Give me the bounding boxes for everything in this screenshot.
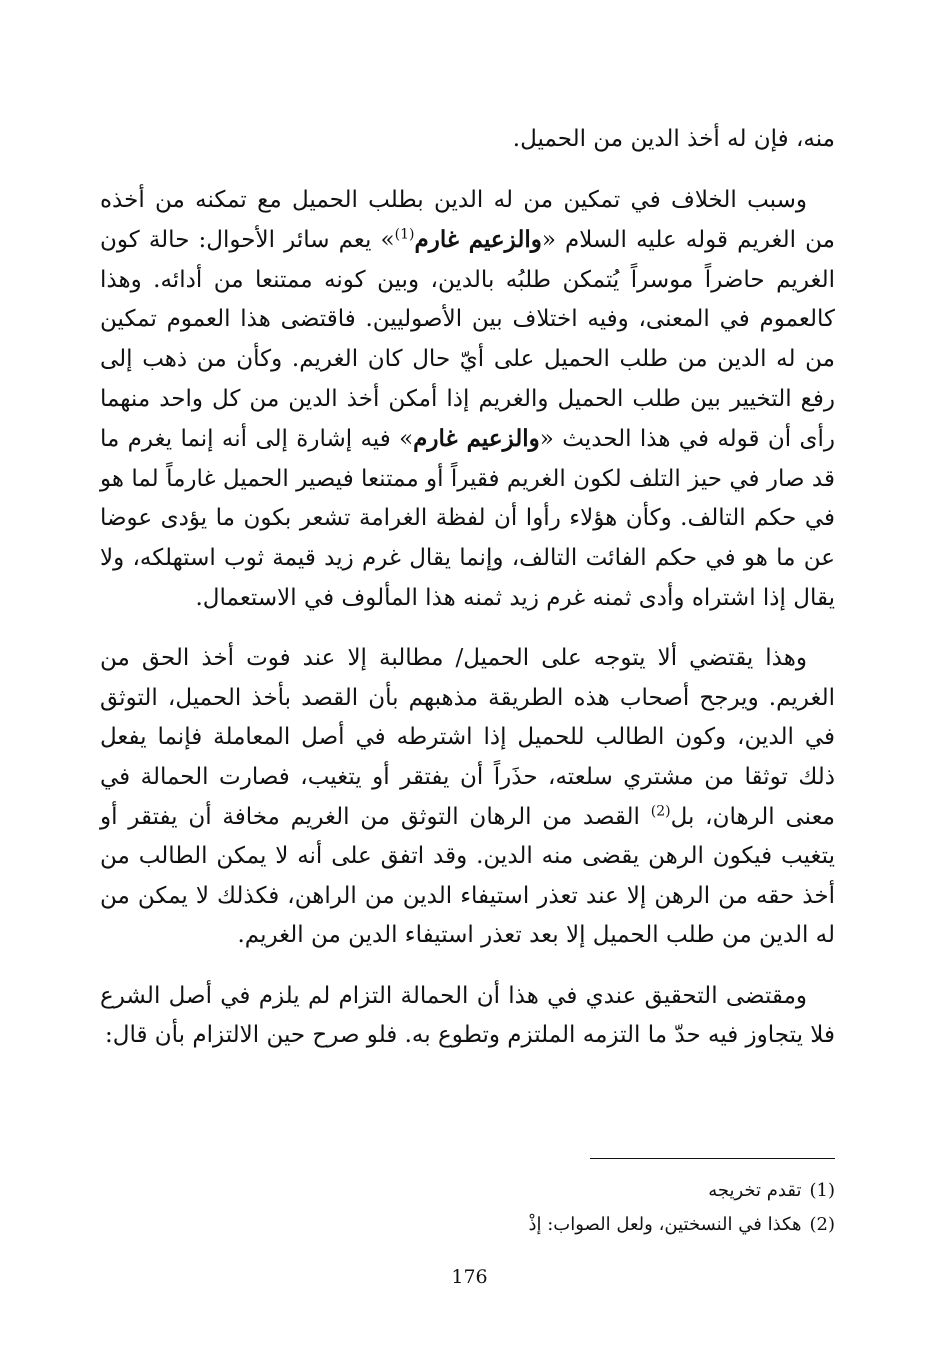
page-number: 176: [451, 1266, 488, 1288]
text-segment: وهذا يقتضي ألا يتوجه على الحميل/ مطالبة إلا عند فوت أخذ الحق من الغريم. ويرجح أصحاب هذه الطريقة مذهبهم بأن القصد بأخذ الحميل، التوثق في الدين، وكون الطالب للحميل إذا اشترطه في أصل المعاملة فإنما يفعل ذلك توثقا من مشتري سلعته، حذَراً أن يفتقر أو يتغيب، فصارت الحمالة في معنى الرهان، بل: [100, 645, 835, 830]
text-segment: » يعم سائر الأحوال: حالة كون الغريم حاضراً موسراً يُتمكن طلبُه بالدين، وبين كونه ممتنعا من أدائه. وهذا كالعموم في المعنى، وفيه اختلاف بين الأصوليين. فاقتضى هذا العموم تمكين من له الدين من طلب الحميل على أيّ حال كان الغريم. وكأن من ذهب إلى رفع التخيير بين طلب الحميل والغريم إذا أمكن أخذ الدين من كل واحد منهما رأى أن قوله في هذا الحديث «: [100, 227, 836, 453]
paragraph-2: [100, 639, 835, 956]
paragraph-1: [100, 181, 835, 619]
text-segment: » فيه إشارة إلى أنه إنما يغرم ما قد صار في حيز التلف لكون الغريم فقيراً أو ممتنعا فيصير الحميل غارماً لما هو في حكم التالف. وكأن هؤلاء رأوا أن لفظة الغرامة تشعر بكون ما يؤدى عوضا عن ما هو في حكم الفائت التالف، وإنما يقال غرم زيد قيمة ثوب استهلكه، ولا يقال إذا اشتراه وأدى ثمنه غرم زيد ثمنه هذا المألوف في الاستعمال.: [100, 426, 835, 611]
footnote-2: [300, 1208, 835, 1242]
footnote-ref-1: (1): [394, 226, 415, 243]
footnotes: [300, 1174, 835, 1242]
footnote-number: (2): [809, 1214, 835, 1235]
footnote-text: هكذا في النسختين، ولعل الصواب: إذْ: [528, 1214, 802, 1235]
text-segment: منه، فإن له أخذ الدين من الحميل.: [512, 126, 835, 152]
paragraph-3: [100, 977, 835, 1056]
text-segment: القصد من الرهان التوثق من الغريم مخافة أن يفتقر أو يتغيب فيكون الرهن يقضى منه الدين. وقد اتفق على أنه لا يمكن الطالب من أخذ حقه من الرهن إلا عند تعذر استيفاء الدين من الراهن، فكذلك لا يمكن من له الدين من طلب الحميل إلا بعد تعذر استيفاء الدين من الغريم.: [100, 803, 835, 949]
text-segment: وسبب الخلاف في تمكين من له الدين بطلب الحميل مع تمكنه من أخذه من الغريم قوله عليه السلام «: [100, 186, 835, 254]
main-text: [100, 120, 835, 1077]
footnote-divider: [590, 1158, 835, 1159]
hadith-quote: والزعيم غارم: [413, 425, 540, 453]
footnote-1: [300, 1174, 835, 1208]
footnote-ref-2: (2): [650, 802, 671, 819]
text-segment: ومقتضى التحقيق عندي في هذا أن الحمالة التزام لم يلزم في أصل الشرع فلا يتجاوز فيه حدّ ما التزمه الملتزم وتطوع به. فلو صرح حين الالتزام بأن قال:: [100, 982, 835, 1049]
footnote-number: (1): [809, 1180, 835, 1201]
hadith-quote: والزعيم غارم: [414, 226, 542, 254]
paragraph-0: [100, 120, 835, 160]
footnote-text: تقدم تخريجه: [708, 1180, 802, 1201]
